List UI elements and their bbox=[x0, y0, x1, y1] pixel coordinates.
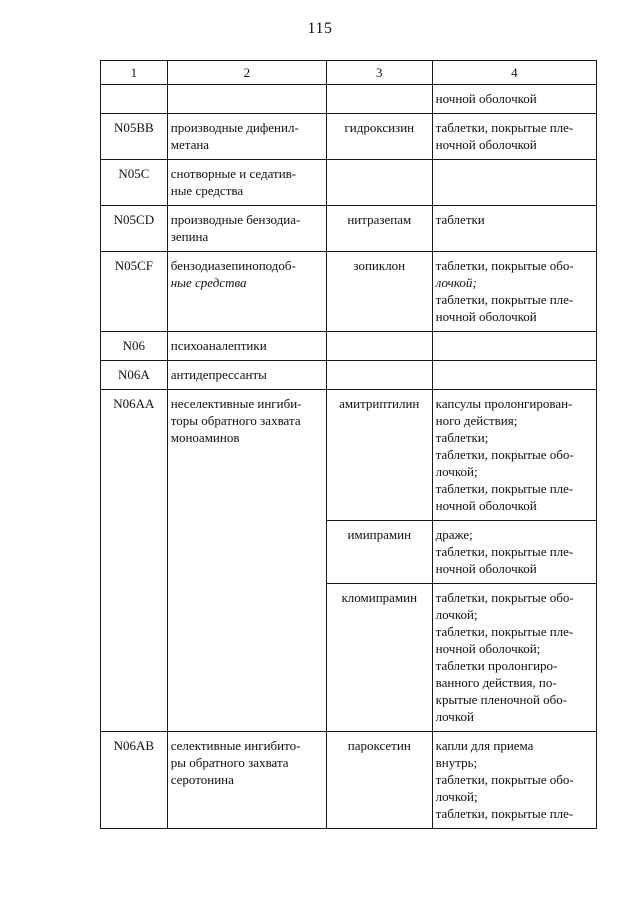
dosage-form-line: крытые пленочной обо- bbox=[435, 692, 568, 707]
dosage-form-cell bbox=[432, 390, 596, 521]
group-line: серотонина bbox=[170, 772, 234, 787]
group-line: бензодиазепиноподоб- bbox=[170, 258, 296, 273]
drug-cell: имипрамин bbox=[326, 521, 432, 584]
table-row bbox=[101, 160, 597, 206]
dosage-form-line: ночной оболочкой bbox=[435, 137, 537, 152]
group-line: селективные ингибито- bbox=[170, 738, 301, 753]
atc-code-cell: N05BB bbox=[101, 114, 168, 160]
table-row bbox=[101, 332, 597, 361]
atc-code-cell: N05C bbox=[101, 160, 168, 206]
dosage-form-line: таблетки bbox=[435, 212, 485, 227]
group-line: зепина bbox=[170, 229, 209, 244]
group-cell bbox=[167, 732, 326, 829]
dosage-form-cell bbox=[432, 584, 596, 732]
atc-code-cell bbox=[101, 85, 168, 114]
dosage-form-line: таблетки, покрытые обо- bbox=[435, 772, 574, 787]
dosage-form-cell bbox=[432, 332, 596, 361]
table-header-row bbox=[101, 61, 597, 85]
dosage-form-line: драже; bbox=[435, 527, 473, 542]
group-cell bbox=[167, 390, 326, 732]
dosage-form-line: ночной оболочкой bbox=[435, 498, 537, 513]
group-line: ные средства bbox=[170, 275, 247, 290]
dosage-form-line: капли для приема bbox=[435, 738, 534, 753]
dosage-form-line: капсулы пролонгирован- bbox=[435, 396, 573, 411]
atc-code-cell: N06 bbox=[101, 332, 168, 361]
drug-cell bbox=[326, 160, 432, 206]
drug-cell: гидроксизин bbox=[326, 114, 432, 160]
dosage-form-line: таблетки; bbox=[435, 430, 489, 445]
drug-cell: зопиклон bbox=[326, 252, 432, 332]
dosage-form-line: лочкой bbox=[435, 709, 474, 724]
dosage-form-line: таблетки, покрытые обо- bbox=[435, 447, 574, 462]
dosage-form-line: таблетки, покрытые пле- bbox=[435, 806, 574, 821]
group-cell bbox=[167, 332, 326, 361]
dosage-form-cell bbox=[432, 85, 596, 114]
group-cell bbox=[167, 252, 326, 332]
table-row bbox=[101, 361, 597, 390]
atc-code-cell: N06AB bbox=[101, 732, 168, 829]
table-row bbox=[101, 732, 597, 829]
atc-code-cell: N05CF bbox=[101, 252, 168, 332]
dosage-form-cell bbox=[432, 206, 596, 252]
column-header-2: 2 bbox=[167, 61, 326, 85]
drug-cell bbox=[326, 85, 432, 114]
dosage-form-cell bbox=[432, 521, 596, 584]
page-number: 115 bbox=[307, 20, 333, 37]
group-cell bbox=[167, 85, 326, 114]
column-header-3: 3 bbox=[326, 61, 432, 85]
group-cell bbox=[167, 206, 326, 252]
drug-cell bbox=[326, 332, 432, 361]
group-line: снотворные и седатив- bbox=[170, 166, 297, 181]
group-line: моноаминов bbox=[170, 430, 240, 445]
dosage-form-line: лочкой; bbox=[435, 275, 477, 290]
group-cell bbox=[167, 361, 326, 390]
dosage-form-cell bbox=[432, 732, 596, 829]
table-row bbox=[101, 390, 597, 521]
dosage-form-line: ночной оболочкой bbox=[435, 561, 537, 576]
dosage-form-line: таблетки, покрытые пле- bbox=[435, 544, 574, 559]
drug-cell: нитразепам bbox=[326, 206, 432, 252]
dosage-form-line: ванного действия, по- bbox=[435, 675, 557, 690]
table-row bbox=[101, 85, 597, 114]
dosage-form-line: таблетки пролонгиро- bbox=[435, 658, 558, 673]
group-line: психоаналептики bbox=[170, 338, 267, 353]
group-line: ные средства bbox=[170, 183, 244, 198]
table-row bbox=[101, 114, 597, 160]
dosage-form-line: таблетки, покрытые обо- bbox=[435, 258, 574, 273]
dosage-form-line: лочкой; bbox=[435, 464, 478, 479]
dosage-form-line: таблетки, покрытые пле- bbox=[435, 292, 574, 307]
group-line: торы обратного захвата bbox=[170, 413, 301, 428]
group-line: производные дифенил- bbox=[170, 120, 299, 135]
drug-cell: амитриптилин bbox=[326, 390, 432, 521]
dosage-form-line: лочкой; bbox=[435, 789, 478, 804]
column-header-4: 4 bbox=[432, 61, 596, 85]
drug-cell: пароксетин bbox=[326, 732, 432, 829]
group-cell bbox=[167, 160, 326, 206]
dosage-form-line: таблетки, покрытые пле- bbox=[435, 481, 574, 496]
dosage-form-line: ночной оболочкой; bbox=[435, 641, 541, 656]
group-line: метана bbox=[170, 137, 210, 152]
dosage-form-line: ночной оболочкой bbox=[435, 309, 537, 324]
dosage-form-line: лочкой; bbox=[435, 607, 478, 622]
dosage-form-cell bbox=[432, 361, 596, 390]
drug-cell: кломипрамин bbox=[326, 584, 432, 732]
dosage-form-cell bbox=[432, 252, 596, 332]
dosage-form-line: таблетки, покрытые пле- bbox=[435, 624, 574, 639]
dosage-form-line: таблетки, покрытые обо- bbox=[435, 590, 574, 605]
drug-cell bbox=[326, 361, 432, 390]
group-line: ры обратного захвата bbox=[170, 755, 289, 770]
group-line: производные бензодиа- bbox=[170, 212, 301, 227]
group-cell bbox=[167, 114, 326, 160]
dosage-form-cell bbox=[432, 114, 596, 160]
dosage-form-line: ного действия; bbox=[435, 413, 518, 428]
column-header-1: 1 bbox=[101, 61, 168, 85]
atc-code-cell: N05CD bbox=[101, 206, 168, 252]
drug-table bbox=[100, 60, 597, 829]
dosage-form-line: внутрь; bbox=[435, 755, 478, 770]
atc-code-cell: N06AA bbox=[101, 390, 168, 732]
table-row bbox=[101, 206, 597, 252]
table-row bbox=[101, 252, 597, 332]
dosage-form-line: таблетки, покрытые пле- bbox=[435, 120, 574, 135]
dosage-form-line: ночной оболочкой bbox=[435, 91, 537, 106]
atc-code-cell: N06A bbox=[101, 361, 168, 390]
dosage-form-cell bbox=[432, 160, 596, 206]
group-line: неселективные ингиби- bbox=[170, 396, 302, 411]
group-line: антидепрессанты bbox=[170, 367, 267, 382]
